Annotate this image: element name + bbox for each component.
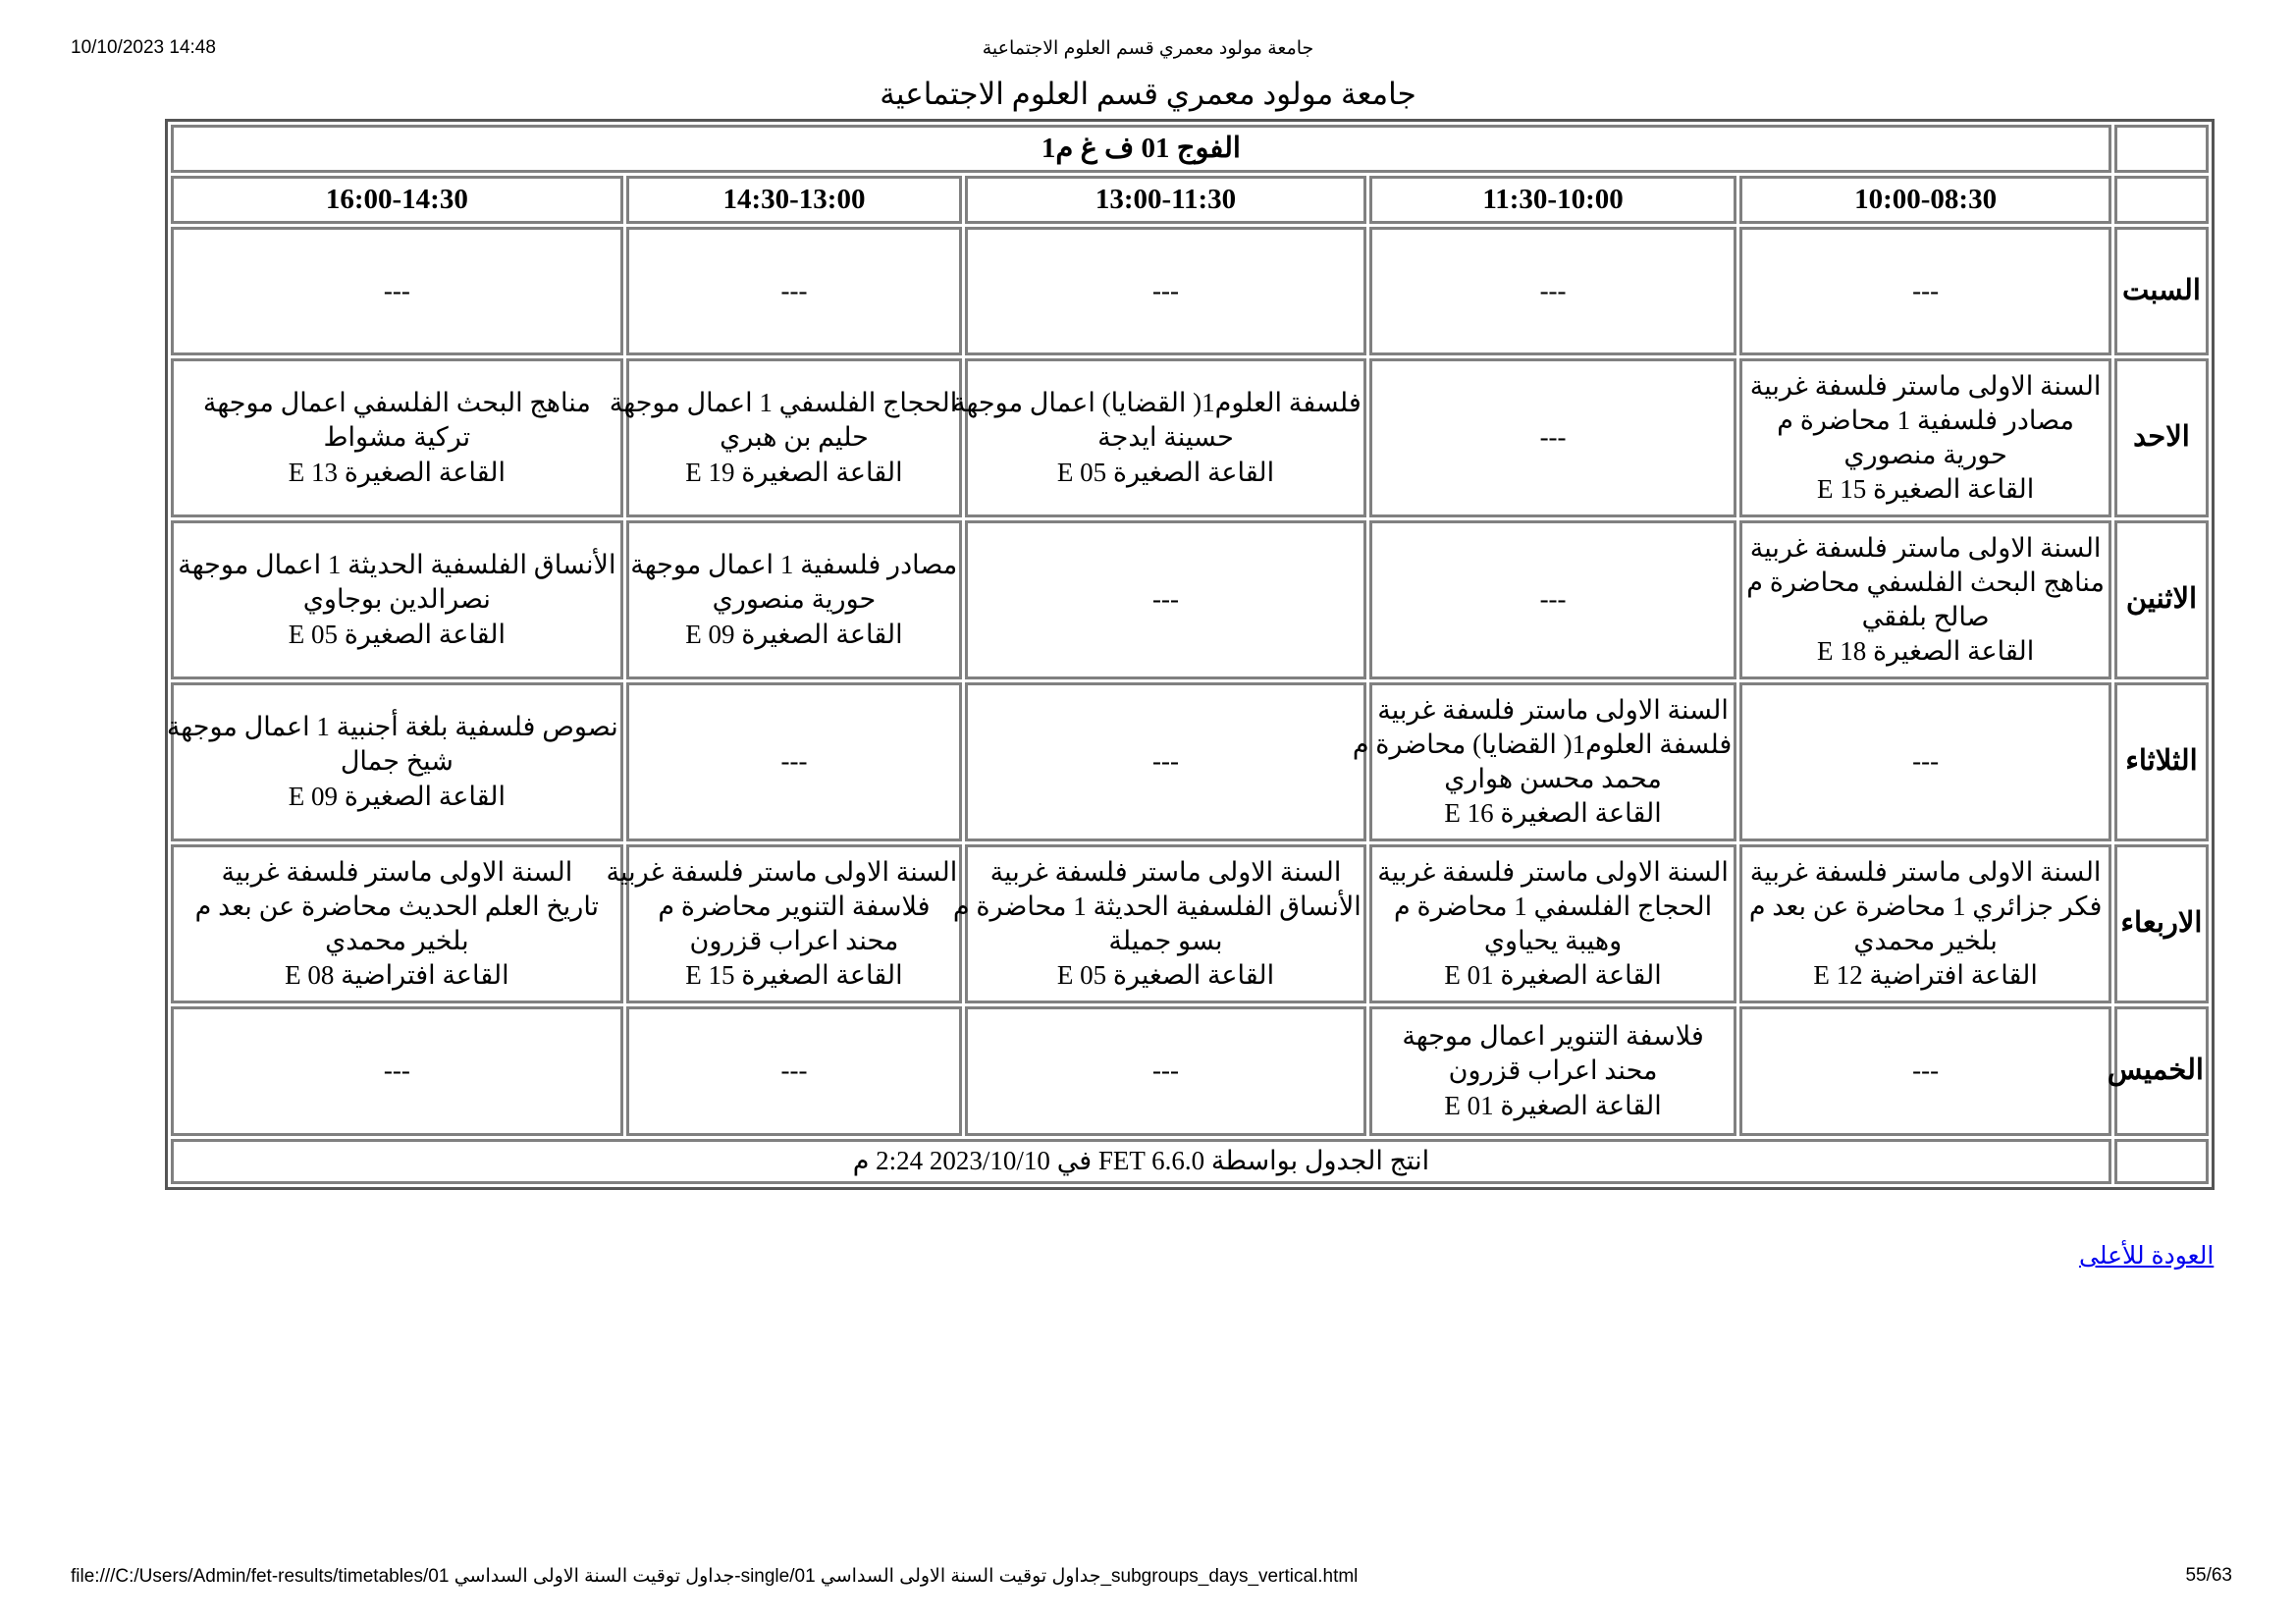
cell-line: --- [780,1055,808,1086]
timetable-cell [1739,682,2111,841]
timetable-cell [1369,1006,1737,1136]
day-row [171,1006,2209,1136]
cell-line: القاعة الصغيرة 15 E [685,960,903,991]
timetable-cell [965,1006,1366,1136]
timetable [165,119,2215,1190]
cell-line: مصادر فلسفية 1 محاضرة م [1777,405,2074,435]
cell-line: حسينة ايدجة [1097,422,1234,453]
print-datetime: 10/10/2023 14:48 [71,37,216,58]
timetable-cell [965,227,1366,355]
timetable-cell [171,1006,623,1136]
cell-line: --- [780,275,808,305]
cell-line: بلخير محمدي [325,926,469,955]
cell-line: --- [1539,422,1567,453]
time-slot-header: 10:00-08:30 [1739,176,2111,224]
cell-line: القاعة الصغيرة 01 E [1444,1090,1662,1120]
group-title: الفوج 01 ف غ م1 [171,125,2111,173]
day-label: الاحد [2114,358,2209,517]
time-slot-header: 14:30-13:00 [626,176,962,224]
cell-line: حورية منصوري [1843,440,2007,469]
cell-line: السنة الاولى ماستر فلسفة غربية [606,856,958,887]
cell-line: القاعة الصغيرة 15 E [1816,474,2035,505]
cell-line: السنة الاولى ماستر فلسفة غربية [989,856,1342,887]
cell-line: نصوص فلسفية بلغة أجنبية 1 اعمال موجهة [166,712,618,742]
cell-line: بسو جميلة [1108,926,1223,955]
time-slot-header: 11:30-10:00 [1369,176,1737,224]
day-row [171,844,2209,1003]
timetable-cell [1739,1006,2111,1136]
cell-line: القاعة الصغيرة 16 E [1444,798,1662,829]
cell-line: القاعة الصغيرة 05 E [288,619,507,649]
timetable-cell [166,682,623,841]
cell-line: --- [1152,1055,1179,1086]
timetable-cell [171,844,623,1003]
cell-line: القاعة افتراضية 12 E [1813,960,2038,991]
cell-line: القاعة الصغيرة 09 E [288,781,507,811]
timetable-cell [1739,358,2111,517]
timetable-cell [1739,844,2111,1003]
timetable-cell [1369,358,1737,517]
timetable-cell [1369,227,1737,355]
timetable-cell [626,227,962,355]
day-label: السبت [2114,227,2209,355]
cell-line: --- [383,1055,410,1086]
cell-line: القاعة الصغيرة 05 E [1056,457,1275,487]
footer-row [171,1139,2209,1184]
timetable-cell [1352,682,1737,841]
cell-line: --- [1539,275,1567,305]
cell-line: القاعة الصغيرة 19 E [685,457,903,487]
cell-line: مناهج البحث الفلسفي محاضرة م [1746,567,2105,597]
cell-line: السنة الاولى ماستر فلسفة غربية [1377,694,1729,725]
timetable-cell [1739,227,2111,355]
cell-line: وهيبة يحياوي [1483,926,1623,955]
cell-line: محمد محسن هواري [1444,764,1662,793]
day-label: الاربعاء [2114,844,2209,1003]
cell-line: --- [383,275,410,305]
timetable-cell [1739,520,2111,679]
cell-line: السنة الاولى ماستر فلسفة غربية [1377,856,1729,887]
cell-line: مناهج البحث الفلسفي اعمال موجهة [202,388,591,418]
cell-line: تاريخ العلم الحديث محاضرة عن بعد م [194,891,600,921]
cell-line: السنة الاولى ماستر فلسفة غربية [1749,370,2102,401]
cell-line: --- [1152,584,1179,615]
cell-line: السنة الاولى ماستر فلسفة غربية [221,856,573,887]
cell-line: --- [1912,275,1940,305]
print-page-number: 55/63 [2185,1565,2232,1586]
cell-line: فلسفة العلوم1( القضايا) اعمال موجهة [952,388,1362,418]
timetable-cell [626,682,962,841]
print-header-title: جامعة مولود معمري قسم العلوم الاجتماعية [982,38,1314,59]
cell-line: الأنساق الفلسفية الحديثة 1 اعمال موجهة [178,550,616,580]
cell-line: الحجاج الفلسفي 1 اعمال موجهة [609,388,958,418]
cell-line: حليم بن هبري [720,422,869,453]
timetable-cell [171,358,623,517]
cell-line: القاعة الصغيرة 13 E [288,457,507,487]
corner-cell-footer [2114,1139,2209,1184]
cell-line: --- [1152,275,1179,305]
cell-line: القاعة الصغيرة 18 E [1816,636,2035,667]
timetable-cell [626,1006,962,1136]
timetable-cell [609,358,962,517]
table-footer-note: انتج الجدول بواسطة FET 6.6.0 في 2023/10/10 2:24 م [171,1139,2111,1184]
cell-line: الأنساق الفلسفية الحديثة 1 محاضرة م [952,891,1362,921]
page-title: جامعة مولود معمري قسم العلوم الاجتماعية [880,77,1416,111]
cell-line: محند اعراب قزرون [1448,1055,1658,1086]
cell-line: تركية مشواط [323,422,471,453]
timetable-cell [965,682,1366,841]
cell-line: القاعة افتراضية 08 E [285,960,509,991]
cell-line: --- [780,746,808,777]
day-row [171,520,2209,679]
cell-line: بلخير محمدي [1853,926,1998,955]
timetable-cell [952,844,1366,1003]
day-label: الخميس [2114,1006,2209,1136]
cell-line: الحجاج الفلسفي 1 محاضرة م [1393,891,1713,921]
cell-line: محند اعراب قزرون [689,926,899,955]
day-row [171,358,2209,517]
timetable-cell [1369,520,1737,679]
cell-line: فلسفة العلوم1( القضايا) محاضرة م [1352,729,1733,759]
time-slot-header: 13:00-11:30 [965,176,1366,224]
day-label: الاثنين [2114,520,2209,679]
cell-line: القاعة الصغيرة 09 E [685,619,903,649]
cell-line: القاعة الصغيرة 05 E [1056,960,1275,991]
timetable-cell [171,520,623,679]
timetable-cell [171,227,623,355]
timetable-cell [965,520,1366,679]
cell-line: السنة الاولى ماستر فلسفة غربية [1749,856,2102,887]
cell-line: نصرالدين بوجاوي [302,584,491,615]
timetable-cell [952,358,1366,517]
day-row [171,682,2209,841]
cell-line: السنة الاولى ماستر فلسفة غربية [1749,532,2102,563]
cell-line: --- [1912,746,1940,777]
day-row [171,227,2209,355]
back-to-top-link[interactable]: العودة للأعلى [2079,1242,2215,1270]
timetable-cell [626,520,962,679]
cell-line: فلاسفة التنوير اعمال موجهة [1402,1021,1704,1052]
cell-line: شيخ جمال [340,746,454,777]
timetable-cell [1369,844,1737,1003]
cell-line: صالح بلفقي [1861,602,1990,631]
cell-line: --- [1152,746,1179,777]
cell-line: فكر جزائري 1 محاضرة عن بعد م [1748,891,2103,921]
cell-line: --- [1539,584,1567,615]
time-slot-header: 16:00-14:30 [171,176,623,224]
corner-cell [2114,125,2209,173]
cell-line: فلاسفة التنوير محاضرة م [658,891,931,921]
print-file-path: file:///C:/Users/Admin/fet-results/timetables/01 جداول توقيت السنة الاولى السداسي-single/01 جداول توقيت السنة الاولى السداسي_subgroups_days_vertical.html [71,1566,1359,1587]
cell-line: حورية منصوري [712,584,877,615]
cell-line: --- [1912,1055,1940,1086]
corner-cell-2 [2114,176,2209,224]
cell-line: مصادر فلسفية 1 اعمال موجهة [630,550,958,580]
timetable-cell [606,844,962,1003]
day-label: الثلاثاء [2114,682,2209,841]
cell-line: القاعة الصغيرة 01 E [1444,960,1662,991]
